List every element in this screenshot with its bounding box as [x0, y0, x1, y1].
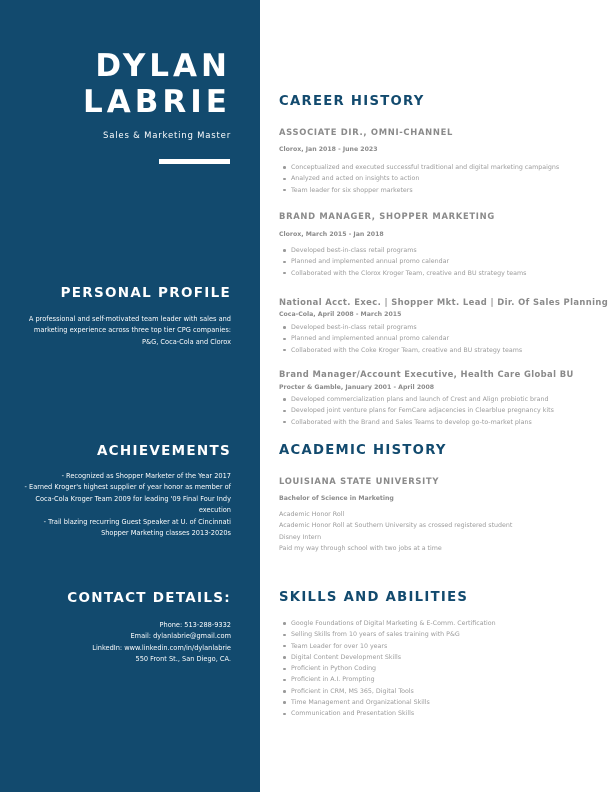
- job-title: Brand Manager/Account Executive, Health Care Global BU: [279, 369, 574, 379]
- list-item: Developed joint venture plans for FemCare adjacencies in Clearblue pregnancy kits: [283, 405, 554, 416]
- job-title: ASSOCIATE DIR., OMNI-CHANNEL: [279, 127, 454, 137]
- profile-line: marketing experience across three top tier CPG companies:: [33, 326, 231, 335]
- tagline: Sales & Marketing Master: [103, 131, 231, 141]
- list-item: Academic Honor Roll at Southern University as crossed registered student: [279, 522, 513, 530]
- job-title: BRAND MANAGER, SHOPPER MARKETING: [279, 211, 495, 221]
- list-item: Proficient in CRM, MS 365, Digital Tools: [283, 686, 496, 697]
- list-item: Developed best-in-class retail programs: [283, 245, 526, 256]
- list-item: Collaborated with the Clorox Kroger Team, creative and BU strategy teams: [283, 268, 526, 279]
- list-item: Team leader for six shopper marketers: [283, 185, 559, 196]
- contact-address: 550 Front St., San Diego, CA.: [135, 655, 231, 664]
- achievement-line: execution: [198, 506, 231, 515]
- list-item: Selling Skills from 10 years of sales training with P&G: [283, 629, 496, 640]
- skills-list: [283, 618, 496, 720]
- achievements-heading: ACHIEVEMENTS: [96, 443, 231, 459]
- school-name: LOUISIANA STATE UNIVERSITY: [279, 476, 440, 486]
- list-item: Disney Intern: [279, 533, 322, 541]
- job-meta: Clorox, March 2015 - Jan 2018: [279, 231, 384, 238]
- name-divider: [159, 159, 230, 164]
- profile-line: A professional and self-motivated team leader with sales and: [28, 315, 231, 323]
- academic-history-heading: ACADEMIC HISTORY: [279, 443, 447, 458]
- profile-line: P&G, Coca-Cola and Clorox: [142, 337, 231, 346]
- job-bullets: [283, 245, 526, 279]
- job-bullets: [283, 322, 522, 356]
- achievement-line: - Recognized as Shopper Marketer of the Year 2017: [61, 472, 231, 480]
- job-title: National Acct. Exec. | Shopper Mkt. Lead | Dir. Of Sales Planning: [279, 297, 609, 307]
- list-item: Google Foundations of Digital Marketing & E-Comm. Certification: [283, 618, 496, 629]
- list-item: Academic Honor Roll: [279, 511, 345, 518]
- job-bullets: [283, 394, 554, 428]
- achievement-line: - Trail blazing recurring Guest Speaker at U. of Cincinnati: [43, 517, 231, 526]
- achievement-line: - Earned Kroger's highest supplier of year honor as member of: [24, 483, 231, 492]
- job-meta: Procter & Gamble, January 2001 - April 2008: [279, 384, 435, 391]
- career-history-heading: CAREER HISTORY: [279, 94, 425, 109]
- list-item: Analyzed and acted on insights to action: [283, 173, 559, 184]
- list-item: Developed best-in-class retail programs: [283, 322, 522, 333]
- personal-profile-text: [29, 314, 231, 348]
- list-item: Digital Content Development Skills: [283, 652, 496, 663]
- list-item: Team Leader for over 10 years: [283, 641, 496, 652]
- list-item: Collaborated with the Brand and Sales Teams to develop go-to-market plans: [283, 417, 554, 428]
- list-item: Paid my way through school with two jobs at a time: [279, 544, 442, 552]
- contact-email[interactable]: Email: dylanlabrie@gmail.com: [130, 632, 231, 641]
- list-item: Planned and implemented annual promo calendar: [283, 256, 526, 267]
- degree: Bachelor of Science in Marketing: [279, 495, 394, 502]
- sidebar: [0, 0, 260, 792]
- job-meta: Clorox, Jan 2018 - June 2023: [279, 146, 378, 153]
- job-meta: Coca-Cola, April 2008 - March 2015: [279, 311, 402, 318]
- contact-details: [92, 620, 231, 666]
- last-name: LABRIE: [83, 84, 231, 120]
- list-item: Time Management and Organizational Skills: [283, 697, 496, 708]
- list-item: Developed commercialization plans and launch of Crest and Align probiotic brand: [283, 394, 554, 405]
- list-item: Planned and implemented annual promo calendar: [283, 333, 522, 344]
- list-item: Proficient in Python Coding: [283, 663, 496, 674]
- achievements-text: [25, 471, 231, 539]
- first-name: DYLAN: [95, 48, 231, 84]
- contact-phone: Phone: 513-288-9332: [159, 621, 231, 629]
- contact-heading: CONTACT DETAILS:: [67, 590, 231, 606]
- achievement-line: Coca-Cola Kroger Team 2009 for leading '09 Final Four Indy: [35, 494, 231, 503]
- skills-heading: SKILLS AND ABILITIES: [279, 590, 469, 605]
- list-item: Communication and Presentation Skills: [283, 708, 496, 719]
- list-item: Proficient in A.I. Prompting: [283, 674, 496, 685]
- list-item: Collaborated with the Coke Kroger Team, creative and BU strategy teams: [283, 345, 522, 356]
- academic-notes: [279, 509, 512, 554]
- contact-linkedin[interactable]: LinkedIn: www.linkedin.com/in/dylanlabrie: [92, 643, 231, 652]
- achievement-line: Shopper Marketing classes 2013-2020s: [101, 529, 231, 538]
- personal-profile-heading: PERSONAL PROFILE: [60, 285, 231, 301]
- list-item: Conceptualized and executed successful traditional and digital marketing campaigns: [283, 162, 559, 173]
- job-bullets: [283, 162, 559, 196]
